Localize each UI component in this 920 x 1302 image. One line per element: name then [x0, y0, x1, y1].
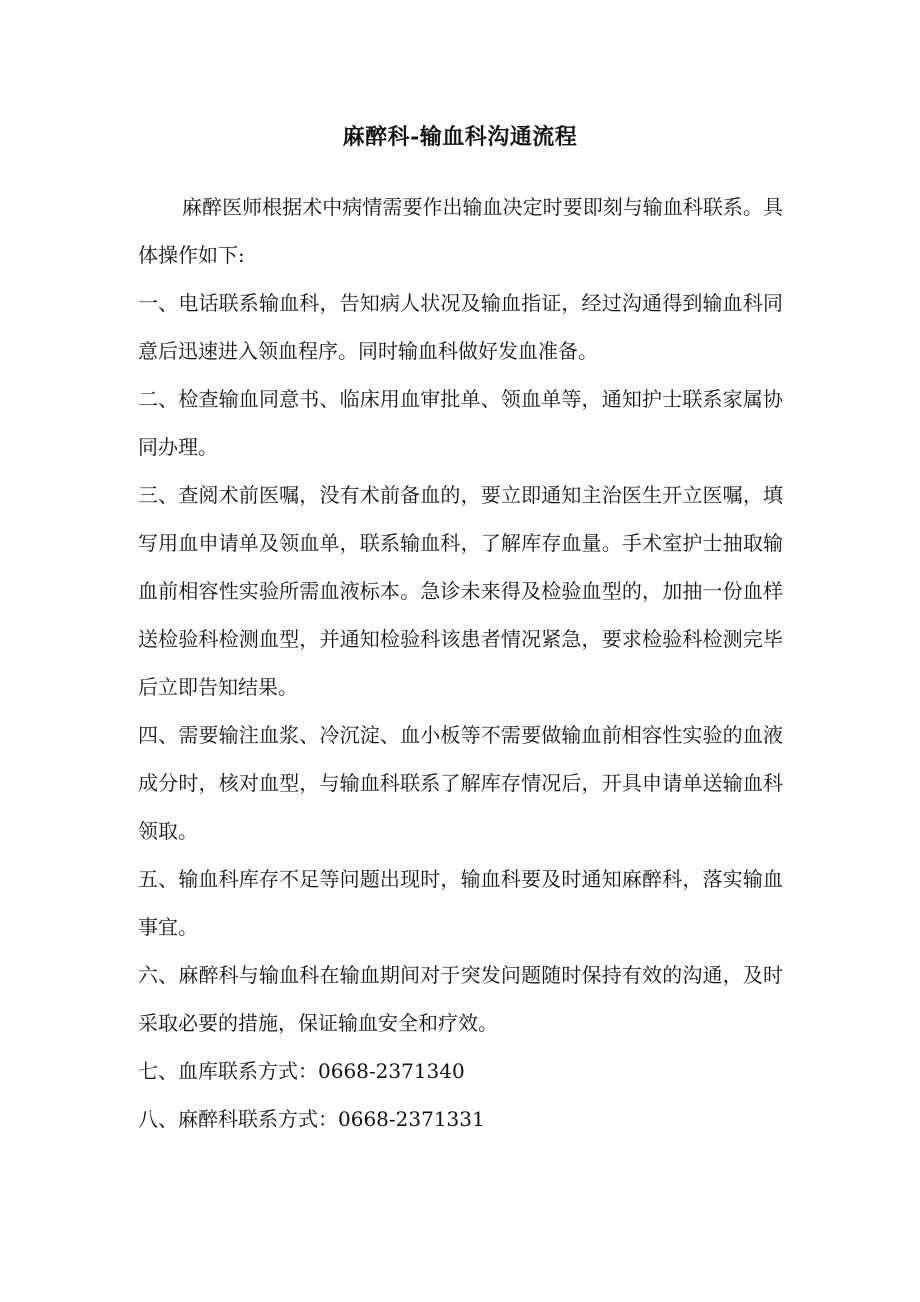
- document-body: [138, 183, 783, 1143]
- list-item-1: 一、电话联系输血科，告知病人状况及输血指证，经过沟通得到输血科同意后迅速进入领血程序。同时输血科做好发血准备。: [138, 291, 783, 363]
- list-item-2: 二、检查输血同意书、临床用血审批单、领血单等，通知护士联系家属协同办理。: [138, 387, 783, 459]
- list-item-6: 六、麻醉科与输血科在输血期间对于突发问题随时保持有效的沟通，及时采取必要的措施，保证输血安全和疗效。: [138, 963, 783, 1035]
- contact-anesthesiology: 八、麻醉科联系方式：0668-2371331: [138, 1107, 485, 1131]
- list-item-4: 四、需要输注血浆、冷沉淀、血小板等不需要做输血前相容性实验的血液成分时，核对血型，与输血科联系了解库存情况后，开具申请单送输血科领取。: [138, 723, 783, 843]
- contact-blood-bank: 七、血库联系方式：0668-2371340: [138, 1059, 465, 1083]
- list-item-3: 三、查阅术前医嘱，没有术前备血的，要立即通知主治医生开立医嘱，填写用血申请单及领血单，联系输血科，了解库存血量。手术室护士抽取输血前相容性实验所需血液标本。急诊未来得及检验血型的，加抽一份血样送检验科检测血型，并通知检验科该患者情况紧急，要求检验科检测完毕后立即告知结果。: [138, 483, 783, 699]
- intro-paragraph: 麻醉医师根据术中病情需要作出输血决定时要即刻与输血科联系。具体操作如下:: [138, 195, 783, 267]
- list-item-5: 五、输血科库存不足等问题出现时，输血科要及时通知麻醉科，落实输血事宜。: [138, 867, 783, 939]
- document-title: 麻醉科-输血科沟通流程: [342, 124, 578, 150]
